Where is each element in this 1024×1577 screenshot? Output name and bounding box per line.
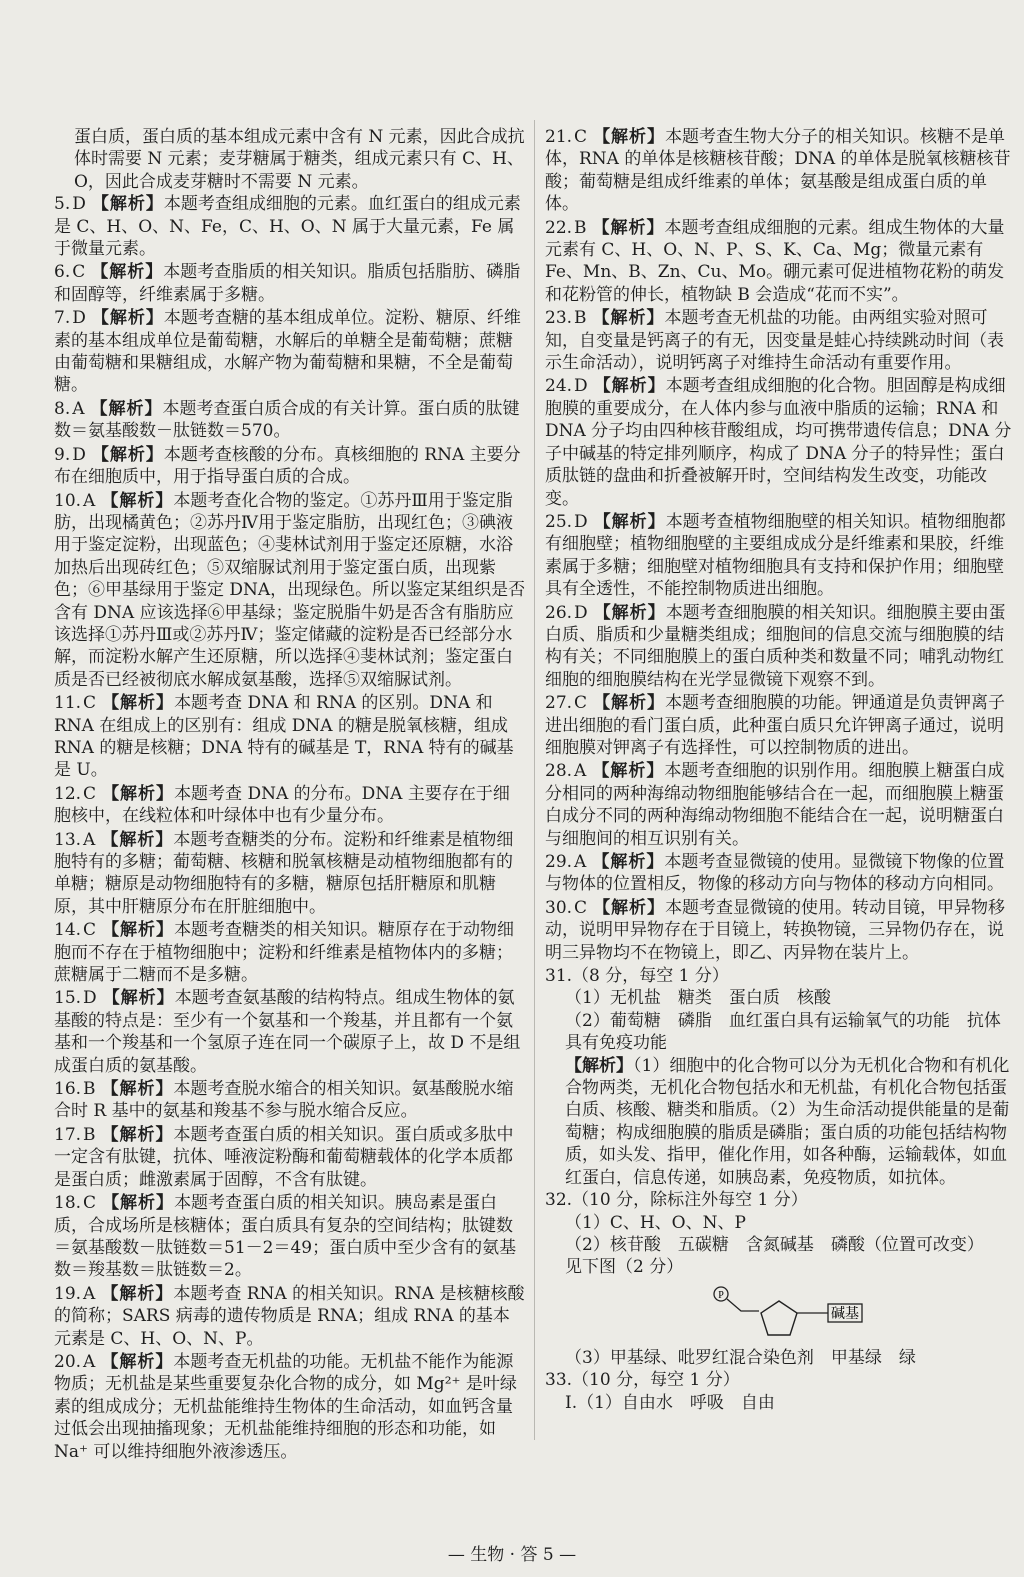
entry-answer: B xyxy=(574,217,587,238)
entry-answer: A xyxy=(83,1283,96,1304)
entry-text: 本题考查蛋白质合成的有关计算。蛋白质的肽键数＝氨基酸数－肽链数＝570。 xyxy=(54,398,520,442)
q33-head: 33.（10 分，每空 1 分） xyxy=(545,1370,740,1391)
answer-entry xyxy=(54,1192,526,1282)
entry-answer: D xyxy=(574,376,588,397)
entry-number: 17. xyxy=(54,1124,82,1145)
entry-answer: D xyxy=(72,194,86,215)
answer-entry xyxy=(545,126,1017,216)
entry-answer: A xyxy=(72,398,85,419)
entry-tag: 【解析】 xyxy=(593,602,666,623)
entry-text: 本题考查无机盐的功能。无机盐不能作为能源物质；无机盐是某些重要复杂化合物的成分，如 Mg²⁺ 是叶绿素的组成成分；无机盐能维持生物体的生命活动，如血钙含量过低会出现抽搐现象；无机盐能维持细胞的形态和功能，如 Na⁺ 可以维持细胞外液渗透压。 xyxy=(54,1351,517,1462)
entry-answer: A xyxy=(83,1351,96,1372)
entry-tag: 【解析】 xyxy=(101,829,174,850)
pentose-ring xyxy=(761,1301,797,1335)
answer-entry xyxy=(54,783,526,828)
nucleotide-diagram xyxy=(545,1285,1017,1343)
entry-answer: A xyxy=(574,761,587,782)
question-32 xyxy=(545,1189,1017,1369)
entry-text: 本题考查组成细胞的化合物。胆固醇是构成细胞膜的重要成分，在人体内参与血液中脂质的运输；RNA 和 DNA 分子均由四种核苷酸组成，均可携带遗传信息；DNA 分子中碱基的特定排列顺序，构成了 DNA 分子的特异性；蛋白质肽链的盘曲和折叠被解开时，空间结构发生改变，功能改变。 xyxy=(545,376,1012,509)
entry-text: 本题考查组成细胞的元素。组成生物体的大量元素有 C、H、O、N、P、S、K、Ca、Mg；微量元素有 Fe、Mn、B、Zn、Cu、Mo。硼元素可促进植物花粉的萌发和花粉管的伸长，植物缺 B 会造成“花而不实”。 xyxy=(545,217,1005,305)
entry-tag: 【解析】 xyxy=(593,127,666,147)
left-column xyxy=(54,126,526,1464)
entry-number: 19. xyxy=(54,1283,82,1304)
entry-answer: C xyxy=(83,693,97,714)
entry-answer: B xyxy=(83,1079,96,1100)
entry-number: 23. xyxy=(545,308,573,329)
entry-text: 本题考查蛋白质的相关知识。蛋白质或多肽中一定含有肽键，抗体、唾液淀粉酶和葡萄糖载体的化学本质都是蛋白质；雌激素属于固醇，不含有肽键。 xyxy=(54,1124,514,1190)
page-footer: — 生物 · 答 5 — xyxy=(447,1545,577,1565)
entry-tag: 【解析】 xyxy=(91,262,164,283)
phosphate-label: P xyxy=(718,1289,724,1301)
entry-number: 16. xyxy=(54,1079,82,1100)
entry-number: 30. xyxy=(545,897,573,918)
entry-tag: 【解析】 xyxy=(102,783,175,804)
entry-answer: D xyxy=(72,444,86,465)
answer-entry xyxy=(54,490,526,692)
entry-number: 22. xyxy=(545,217,573,238)
entry-answer: A xyxy=(574,852,587,872)
answer-entry xyxy=(54,692,526,782)
entry-number: 21. xyxy=(545,127,573,147)
entry-text: 本题考查 DNA 的分布。DNA 主要存在于细胞核中，在线粒体和叶绿体中也有少量分布。 xyxy=(54,783,510,827)
q32-answer-3: （3）甲基绿、吡罗红混合染色剂 甲基绿 绿 xyxy=(565,1347,916,1368)
entry-answer: A xyxy=(83,490,96,511)
entry-answer: C xyxy=(83,783,97,804)
entry-number: 14. xyxy=(54,920,82,941)
entry-tag: 【解析】 xyxy=(592,217,665,238)
entry-tag: 【解析】 xyxy=(593,897,666,918)
entry-text: 本题考查核酸的分布。真核细胞的 RNA 主要分布在细胞质中，用于指导蛋白质的合成。 xyxy=(54,444,521,488)
answer-entry xyxy=(54,919,526,986)
entry-tag: 【解析】 xyxy=(593,511,666,532)
answer-entry xyxy=(54,193,526,260)
entry-text: 本题考查植物细胞壁的相关知识。植物细胞都有细胞壁；植物细胞壁的主要组成成分是纤维素和果胶，纤维素属于多糖；细胞壁对植物细胞具有支持和保护作用；细胞壁具有全透性，不能控制物质进出细胞。 xyxy=(545,511,1006,600)
entry-text: 本题考查蛋白质的相关知识。胰岛素是蛋白质，合成场所是核糖体；蛋白质具有复杂的空间结构；肽键数＝氨基酸数－肽链数＝51－2＝49；蛋白质中至少含有的氨基数＝羧基数＝肽链数＝2。 xyxy=(54,1193,517,1281)
entry-answer: C xyxy=(83,1193,97,1214)
entry-answer: D xyxy=(574,602,588,623)
entry-text: 本题考查脱水缩合的相关知识。氨基酸脱水缩合时 R 基中的氨基和羧基不参与脱水缩合反应。 xyxy=(54,1079,514,1122)
entry-answer: D xyxy=(83,988,97,1009)
entry-tag: 【解析】 xyxy=(592,761,665,782)
entry-number: 8. xyxy=(54,398,71,419)
entry-text: 本题考查脂质的相关知识。脂质包括脂肪、磷脂和固醇等，纤维素属于多糖。 xyxy=(54,262,521,305)
q31-analysis xyxy=(545,1055,1017,1189)
entry-text: 本题考查 DNA 和 RNA 的区别。DNA 和 RNA 在组成上的区别有：组成 DNA 的糖是脱氧核糖，组成 RNA 的糖是核糖；DNA 特有的碱基是 T，RNA 特有的碱基是 U。 xyxy=(54,693,514,781)
entry-number: 12. xyxy=(54,783,82,804)
base-label: 碱基 xyxy=(831,1305,859,1322)
entry-tag: 【解析】 xyxy=(101,490,174,511)
entry-number: 25. xyxy=(545,511,573,532)
entry-text: 本题考查氨基酸的结构特点。组成生物体的氨基酸的特点是：至少有一个氨基和一个羧基，并且都有一个氨基和一个羧基和一个氢原子连在同一个碳原子上，故 D 不是组成蛋白质的氨基酸。 xyxy=(54,988,521,1076)
column-divider xyxy=(534,120,535,1440)
answer-entry xyxy=(54,307,526,397)
entry-tag: 【解析】 xyxy=(592,852,665,872)
right-column xyxy=(545,126,1017,1414)
entry-text: 本题考查无机盐的功能。由两组实验对照可知，自变量是钙离子的有无，因变量是蛙心持续跳动时间（表示生命活动），说明钙离子对维持生命活动有重要作用。 xyxy=(545,308,1004,374)
entry-tag: 【解析】 xyxy=(593,693,666,714)
answer-entry xyxy=(54,987,526,1077)
entry-answer: C xyxy=(574,127,588,147)
q31-analysis-text: （1）细胞中的化合物可以分为无机化合物和有机化合物两类，无机化合物包括水和无机盐，有机化合物包括蛋白质、核酸、糖类和脂质。（2）为生命活动提供能量的是葡萄糖；构成细胞膜的脂质是磷脂；蛋白质的功能包括结构物质，如头发、指甲，催化作用，如各种酶，运输载体，如血红蛋白，信息传递，如胰岛素，免疫物质，如抗体。 xyxy=(565,1055,1010,1188)
entry-number: 6. xyxy=(54,262,71,283)
q31-analysis-tag: 【解析】 xyxy=(565,1055,633,1076)
entry-text: 本题考查糖类的相关知识。糖原存在于动物细胞而不存在于植物细胞中；淀粉和纤维素是植物体内的多糖；蔗糖属于二糖而不是多糖。 xyxy=(54,920,515,986)
entry-tag: 【解析】 xyxy=(101,1124,174,1145)
entry-answer: D xyxy=(574,511,588,532)
entry-text: 本题考查化合物的鉴定。①苏丹Ⅲ用于鉴定脂肪，出现橘黄色；②苏丹Ⅳ用于鉴定脂肪，出现红色；③碘液用于鉴定淀粉，出现蓝色；④斐林试剂用于鉴定还原糖，水浴加热后出现砖红色；⑤双缩脲试剂用于鉴定蛋白质，出现紫色；⑥甲基绿用于鉴定 DNA，出现绿色。所以鉴定某组织是否含有 DNA 应该选择⑥甲基绿；鉴定脱脂牛奶是否含有脂肪应该选择①苏丹Ⅲ或②苏丹Ⅳ；鉴定储藏的淀粉是否已经部分水解，而淀粉水解产生还原糖，所以选择④斐林试剂；鉴定蛋白质是否已经被彻底水解成氨基酸，选择⑤双缩脲试剂。 xyxy=(54,490,526,690)
entry-tag: 【解析】 xyxy=(102,693,175,714)
entry-text: 本题考查糖的基本组成单位。淀粉、糖原、纤维素的基本组成单位是葡萄糖，水解后的单糖全是葡萄糖；蔗糖由葡萄糖和果糖组成，水解产物为葡萄糖和果糖，不全是葡萄糖。 xyxy=(54,308,521,396)
entry-tag: 【解析】 xyxy=(91,308,164,329)
entry-answer: D xyxy=(72,308,86,329)
entry-tag: 【解析】 xyxy=(102,920,175,941)
left-entries xyxy=(54,193,526,1463)
entry-tag: 【解析】 xyxy=(102,988,175,1009)
entry-text: 本题考查 RNA 的相关知识。RNA 是核糖核酸的简称；SARS 病毒的遗传物质是 RNA；组成 RNA 的基本元素是 C、H、O、N、P。 xyxy=(54,1283,525,1349)
answer-entry xyxy=(545,307,1017,374)
question-33 xyxy=(545,1369,1017,1414)
entry-number: 18. xyxy=(54,1193,82,1214)
q31-head: 31.（8 分，每空 1 分） xyxy=(545,966,729,987)
right-entries xyxy=(545,126,1017,964)
entry-answer: C xyxy=(574,897,588,918)
answer-entry xyxy=(54,444,526,489)
answer-entry xyxy=(54,261,526,306)
entry-tag: 【解析】 xyxy=(101,1351,174,1372)
continuation-text: 蛋白质，蛋白质的基本组成元素中含有 N 元素，因此合成抗体时需要 N 元素；麦芽糖属于糖类，组成元素只有 C、H、O，因此合成麦芽糖时不需要 N 元素。 xyxy=(74,127,525,192)
answer-entry xyxy=(545,897,1017,964)
q32-answer-2: （2）核苷酸 五碳糖 含氮碱基 磷酸（位置可改变） xyxy=(565,1234,984,1255)
entry-number: 7. xyxy=(54,308,71,329)
question-31 xyxy=(545,965,1017,1189)
answer-entry xyxy=(54,1351,526,1463)
answer-entry xyxy=(54,398,526,443)
entry-text: 本题考查显微镜的使用。转动目镜，甲异物移动，说明甲异物存在于目镜上，转换物镜，三异物仍存在，说明三异物均不在物镜上，即乙、丙异物在装片上。 xyxy=(545,897,1006,963)
answer-entry xyxy=(54,1124,526,1191)
answer-entry xyxy=(54,1283,526,1350)
entry-tag: 【解析】 xyxy=(90,398,163,419)
q32-head: 32.（10 分，除标注外每空 1 分） xyxy=(545,1190,808,1211)
q33-answer-1: Ⅰ.（1）自由水 呼吸 自由 xyxy=(565,1392,775,1413)
entry-text: 本题考查细胞膜的功能。钾通道是负责钾离子进出细胞的看门蛋白质，此种蛋白质只允许钾离子通过，说明细胞膜对钾离子有选择性，可以控制物质的进出。 xyxy=(545,693,1006,758)
entry-number: 11. xyxy=(54,693,82,714)
answer-entry xyxy=(545,511,1017,601)
entry-tag: 【解析】 xyxy=(101,1079,174,1100)
q32-answer-2b: 见下图（2 分） xyxy=(565,1257,684,1278)
entry-tag: 【解析】 xyxy=(91,194,164,215)
q31-answer-1: （1）无机盐 糖类 蛋白质 核酸 xyxy=(565,988,831,1009)
entry-answer: A xyxy=(83,829,96,850)
q31-answer-2: （2）葡萄糖 磷脂 血红蛋白具有运输氧气的功能 抗体具有免疫功能 xyxy=(565,1010,1001,1054)
answer-entry xyxy=(545,760,1017,850)
answer-entry xyxy=(545,851,1017,896)
entry-number: 27. xyxy=(545,693,573,714)
answer-entry xyxy=(545,217,1017,307)
nucleotide-svg xyxy=(545,1285,1017,1343)
entry-tag: 【解析】 xyxy=(593,376,666,397)
entry-text: 本题考查组成细胞的元素。血红蛋白的组成元素是 C、H、O、N、Fe，C、H、O、N 属于大量元素，Fe 属于微量元素。 xyxy=(54,194,521,260)
entry-answer: B xyxy=(83,1124,96,1145)
entry-tag: 【解析】 xyxy=(101,1283,174,1304)
entry-text: 本题考查生物大分子的相关知识。核糖不是单体，RNA 的单体是核糖核苷酸；DNA 的单体是脱氧核糖核苷酸；葡萄糖是组成纤维素的单体；氨基酸是组成蛋白质的单体。 xyxy=(545,127,1011,215)
entry-tag: 【解析】 xyxy=(592,308,665,329)
entry-answer: C xyxy=(83,920,97,941)
answer-entry xyxy=(545,602,1017,692)
entry-number: 5. xyxy=(54,194,71,215)
entry-text: 本题考查显微镜的使用。显微镜下物像的位置与物体的位置相反，物像的移动方向与物体的移动方向相同。 xyxy=(545,852,1005,895)
entry-number: 29. xyxy=(545,852,573,872)
entry-number: 10. xyxy=(54,490,82,511)
entry-text: 本题考查糖类的分布。淀粉和纤维素是植物细胞特有的多糖；葡萄糖、核糖和脱氧核糖是动植物细胞都有的单糖；糖原是动物细胞特有的多糖，糖原包括肝糖原和肌糖原，其中肝糖原分布在肝脏细胞中。 xyxy=(54,829,514,917)
answer-entry xyxy=(54,829,526,919)
entry-answer: C xyxy=(72,262,86,283)
entry-tag: 【解析】 xyxy=(91,444,164,465)
q32-answer-1: （1）C、H、O、N、P xyxy=(565,1212,746,1233)
entry-number: 9. xyxy=(54,444,71,465)
entry-answer: B xyxy=(574,308,587,329)
entry-answer: C xyxy=(574,693,588,714)
entry-text: 本题考查细胞的识别作用。细胞膜上糖蛋白成分相同的两种海绵动物细胞能够结合在一起，而细胞膜上糖蛋白成分不同的两种海绵动物细胞不能结合在一起，说明糖蛋白与细胞间的相互识别有关。 xyxy=(545,761,1005,849)
entry-number: 13. xyxy=(54,829,82,850)
entry-number: 15. xyxy=(54,988,82,1009)
entry-tag: 【解析】 xyxy=(102,1193,175,1214)
entry-number: 28. xyxy=(545,761,573,782)
entry-number: 20. xyxy=(54,1351,82,1372)
answer-entry xyxy=(545,375,1017,509)
answer-entry xyxy=(545,692,1017,759)
entry-number: 24. xyxy=(545,376,573,397)
entry-text: 本题考查细胞膜的相关知识。细胞膜主要由蛋白质、脂质和少量糖类组成；细胞间的信息交流与细胞膜的结构有关；不同细胞膜上的蛋白质种类和数量不同；哺乳动物红细胞的细胞膜结构在光学显微镜下观察不到。 xyxy=(545,602,1006,690)
phosphate-bond xyxy=(727,1299,759,1311)
answer-entry xyxy=(54,1078,526,1123)
entry-number: 26. xyxy=(545,602,573,623)
